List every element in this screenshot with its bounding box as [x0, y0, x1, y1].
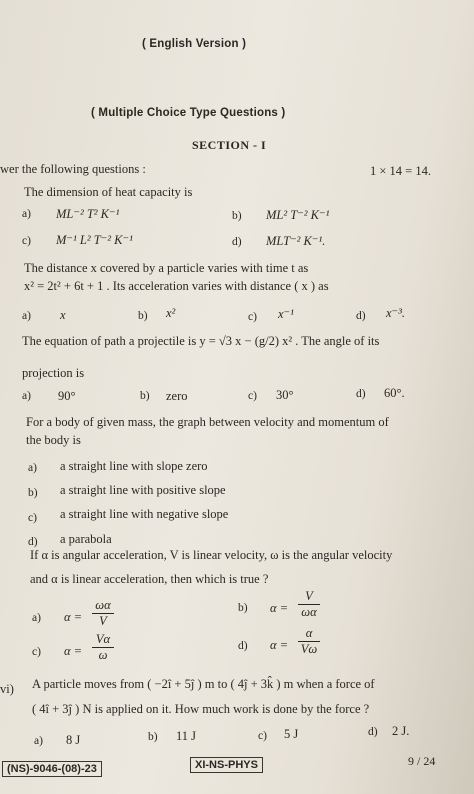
q4-option-a: a straight line with slope zero	[60, 459, 208, 473]
q2-option-a: x	[60, 308, 66, 322]
q2-option-d: x⁻³.	[386, 306, 406, 320]
q5-option-c-numerator: Vα	[92, 632, 114, 648]
q5-option-b-denominator: ωα	[301, 605, 317, 619]
q5-option-c-lhs: α =	[64, 644, 83, 658]
q3-option-b-label: b)	[140, 390, 150, 402]
q6-option-c: 5 J	[284, 727, 299, 741]
q3-option-a-label: a)	[22, 390, 31, 402]
q4-option-d-label: d)	[28, 536, 38, 548]
q1-option-a-label: a)	[22, 208, 31, 220]
q2-option-c: x⁻¹	[278, 307, 294, 321]
q1-stem: The dimension of heat capacity is	[24, 185, 193, 199]
q2-option-b: x²	[166, 306, 176, 320]
q2-stem-line2: x² = 2t² + 6t + 1 . Its acceleration varies with distance ( x ) as	[24, 279, 329, 293]
q4-option-c-label: c)	[28, 512, 37, 524]
q2-option-b-label: b)	[138, 310, 148, 322]
q3-stem-line2: projection is	[22, 366, 85, 380]
q5-option-c-label: c)	[32, 646, 41, 658]
instruction-text: wer the following questions :	[0, 162, 146, 176]
q1-option-b: ML² T⁻² K⁻¹	[266, 208, 330, 222]
question-type-heading: ( Multiple Choice Type Questions )	[91, 107, 286, 119]
q6-stem-line1: A particle moves from ( −2î + 5ĵ ) m to ( 4ĵ + 3k̂ ) m when a force of	[32, 677, 375, 691]
q4-option-c: a straight line with negative slope	[60, 507, 229, 521]
q6-option-a: 8 J	[66, 733, 81, 747]
q6-number: vi)	[0, 682, 14, 696]
paper-code: (NS)-9046-(08)-23	[2, 761, 102, 777]
q5-stem-line2: and α is linear acceleration, then which is true ?	[30, 572, 269, 586]
q4-option-b-label: b)	[28, 487, 38, 499]
q3-option-a: 90°	[58, 389, 76, 403]
q5-option-b-label: b)	[238, 602, 248, 614]
q3-option-d-label: d)	[356, 388, 366, 400]
q5-option-a-denominator: V	[99, 614, 107, 628]
q5-option-d-label: d)	[238, 640, 248, 652]
q3-option-d: 60°.	[384, 386, 405, 400]
language-heading: ( English Version )	[142, 38, 247, 50]
q1-option-d: MLT⁻² K⁻¹.	[266, 234, 326, 248]
q6-option-b: 11 J	[176, 729, 197, 743]
marks-text: 1 × 14 = 14.	[370, 164, 431, 178]
q5-option-d-lhs: α =	[270, 638, 289, 652]
q4-option-a-label: a)	[28, 462, 37, 474]
q5-option-b-numerator: V	[298, 589, 320, 605]
q1-option-a: ML⁻² T² K⁻¹	[56, 207, 120, 221]
subject-code: XI-NS-PHYS	[190, 757, 263, 773]
q2-option-c-label: c)	[248, 311, 257, 323]
q3-option-b: zero	[166, 389, 188, 403]
q6-option-d: 2 J.	[392, 724, 410, 738]
q6-option-a-label: a)	[34, 735, 43, 747]
q4-option-b: a straight line with positive slope	[60, 483, 226, 497]
q2-option-a-label: a)	[22, 310, 31, 322]
q6-option-c-label: c)	[258, 730, 267, 742]
q5-option-b-lhs: α =	[270, 601, 289, 615]
q5-option-a-numerator: ωα	[92, 598, 114, 614]
q4-option-d: a parabola	[60, 532, 112, 546]
q3-option-c-label: c)	[248, 390, 257, 402]
q3-option-c: 30°	[276, 388, 294, 402]
q1-option-d-label: d)	[232, 236, 242, 248]
q6-stem-line2: ( 4î + 3ĵ ) N is applied on it. How much work is done by the force ?	[32, 702, 370, 716]
q3-stem-line1: The equation of path a projectile is y = √3 x − (g/2) x² . The angle of its	[22, 334, 380, 348]
section-heading: SECTION - I	[192, 138, 267, 152]
q5-stem-line1: If α is angular acceleration, V is linear velocity, ω is the angular velocity	[30, 548, 393, 562]
q5-option-a-label: a)	[32, 612, 41, 624]
q5-option-a-lhs: α =	[64, 610, 83, 624]
q1-option-b-label: b)	[232, 210, 242, 222]
page-number: 9 / 24	[408, 754, 436, 768]
q2-stem-line1: The distance x covered by a particle varies with time t as	[24, 261, 309, 275]
q1-option-c-label: c)	[22, 235, 31, 247]
q1-option-c: M⁻¹ L² T⁻² K⁻¹	[56, 233, 133, 247]
q6-option-b-label: b)	[148, 731, 158, 743]
q4-stem-line1: For a body of given mass, the graph between velocity and momentum of	[26, 415, 389, 429]
q2-option-d-label: d)	[356, 310, 366, 322]
q4-stem-line2: the body is	[26, 433, 81, 447]
q5-option-c-denominator: ω	[98, 648, 108, 662]
q5-option-d-numerator: α	[298, 626, 320, 642]
q5-option-d-denominator: Vω	[300, 642, 318, 656]
q6-option-d-label: d)	[368, 726, 378, 738]
